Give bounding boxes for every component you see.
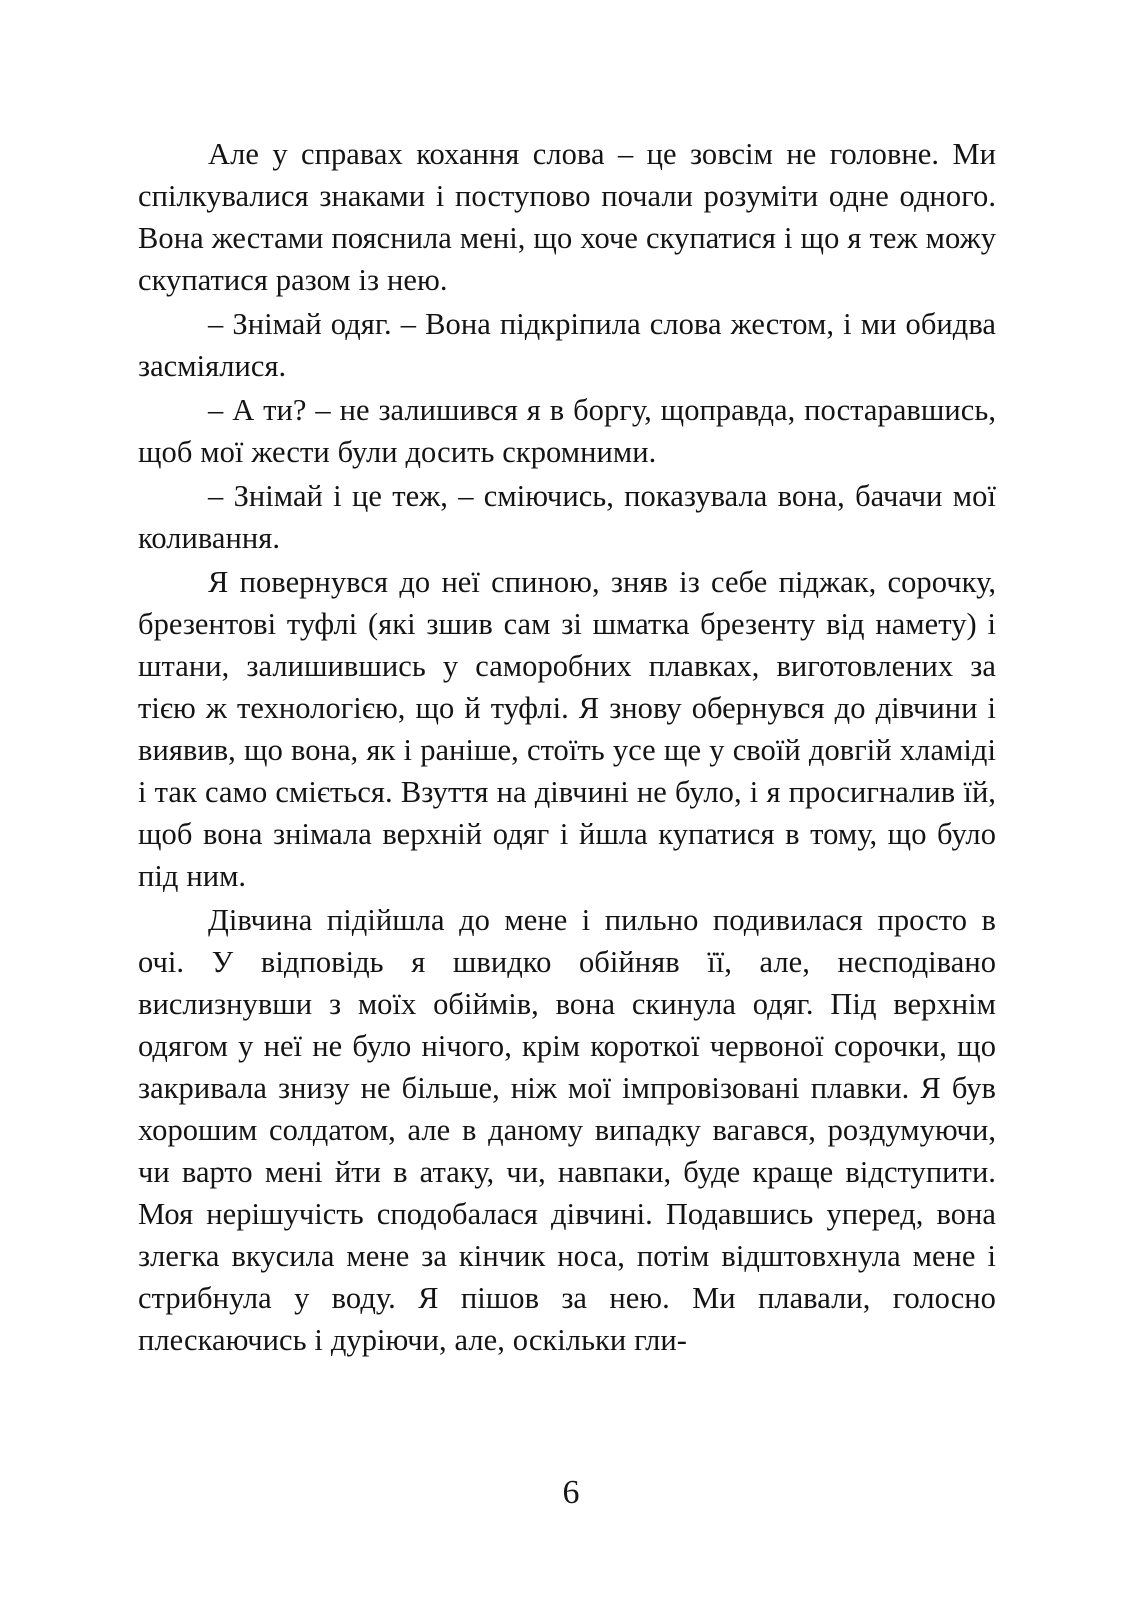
paragraph-3: – А ти? – не залишився я в боргу, щоправда, постаравшись, щоб мої жести були досить скромними. [138, 393, 996, 469]
paragraph-1: Але у справах кохання слова – це зовсім не головне. Ми спілкувалися знаками і поступово почали розуміти одне одного. Вона жестами пояснила мені, що хоче скупатися і що я теж можу скупатися разом із нею. [138, 137, 996, 297]
paragraph-2: – Знімай одяг. – Вона підкріпила слова жестом, і ми обидва засміялися. [138, 307, 996, 383]
paragraph-5: Я повернувся до неї спиною, зняв із себе піджак, сорочку, брезентові туфлі (які зшив сам зі шматка брезенту від намету) і штани, залишившись у саморобних плавках, виготовлених за тією ж технологією, що й туфлі. Я знову обернувся до дівчини і виявив, що вона, як і раніше, стоїть усе ще у своїй довгій хламіді і так само сміється. Взуття на дівчині не було, і я просигналив їй, щоб вона знімала верхній одяг і йшла купатися в тому, що було під ним. [138, 565, 996, 893]
paragraph-6: Дівчина підійшла до мене і пильно подивилася просто в очі. У відповідь я швидко обійняв її, але, несподівано вислизнувши з моїх обіймів, вона скинула одяг. Під верхнім одягом у неї не було нічого, крім короткої червоної сорочки, що закривала знизу не більше, ніж мої імпровізовані плавки. Я був хорошим солдатом, але в даному випадку вагався, роздумуючи, чи варто мені йти в атаку, чи, навпаки, буде краще відступити. Моя нерішучість сподобалася дівчині. Подавшись уперед, вона злегка вкусила мене за кінчик носа, потім відштовхнула мене і стрибнула у воду. Я пішов за нею. Ми плавали, голосно плескаючись і дуріючи, але, оскільки гли- [138, 903, 996, 1357]
paragraph-4: – Знімай і це теж, – сміючись, показувала вона, бачачи мої коливання. [138, 479, 996, 555]
page-text-block [138, 133, 996, 1363]
page-number: 6 [562, 1474, 580, 1511]
